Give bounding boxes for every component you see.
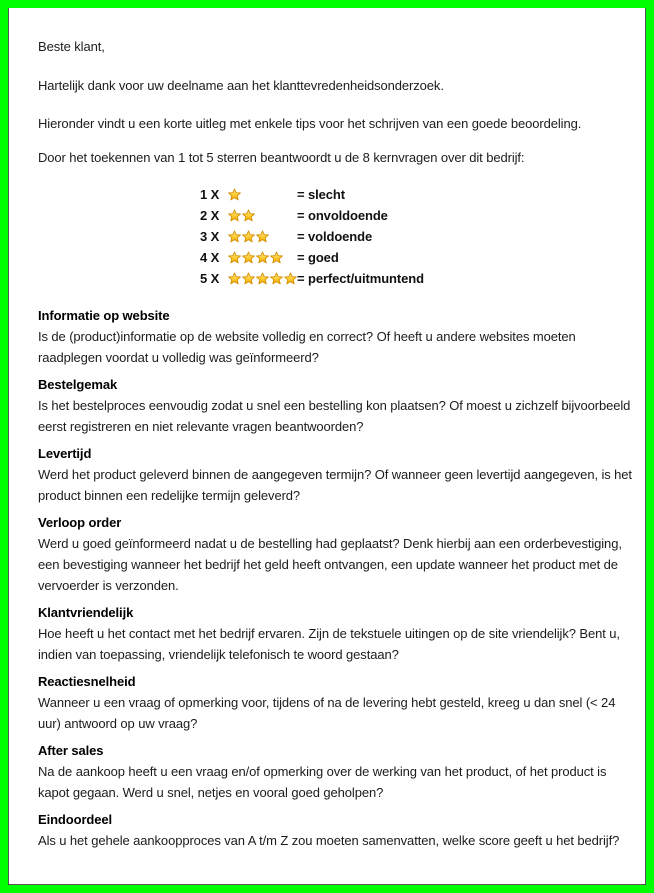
star-icon (228, 209, 241, 222)
salutation: Beste klant, (38, 39, 105, 54)
star-meaning-label: = onvoldoende (297, 208, 388, 223)
star-icons-group (228, 230, 297, 243)
survey-question-section (38, 443, 635, 506)
section-body: Als u het gehele aankoopproces van A t/m Z zou moeten samenvatten, welke score geeft u het bedrijf? (38, 833, 620, 848)
star-icons-group (228, 251, 297, 264)
survey-question-section (38, 374, 635, 437)
star-legend (200, 184, 635, 289)
star-count-label: 2 X (200, 208, 220, 223)
star-legend-row (200, 184, 635, 205)
star-legend-row (200, 268, 635, 289)
section-body: Is het bestelproces eenvoudig zodat u snel een bestelling kon plaatsen? Of moest u zichzelf bijvoorbeeld eerst registreren en niet relevante vragen beantwoorden? (38, 398, 631, 434)
section-body: Hoe heeft u het contact met het bedrijf ervaren. Zijn de tekstuele uitingen op de site vriendelijk? Bent u, indien van toepassing, vriendelijk telefonisch te woord gestaan? (38, 626, 620, 662)
star-icon (242, 230, 255, 243)
star-icon (256, 230, 269, 243)
star-icon (228, 188, 241, 201)
star-count-label: 3 X (200, 229, 220, 244)
star-meaning-label: = voldoende (297, 229, 373, 244)
section-heading: After sales (38, 743, 104, 758)
star-icons-group (228, 209, 297, 222)
star-icon (256, 251, 269, 264)
section-body: Werd u goed geïnformeerd nadat u de bestelling had geplaatst? Denk hierbij aan een orderbevestiging, een bevestiging wanneer het bedrijf het geld heeft ontvangen, een update wanneer het product met de vervoerder is verzonden. (38, 536, 622, 593)
section-heading: Verloop order (38, 515, 122, 530)
star-count-label: 1 X (200, 187, 220, 202)
star-icon (228, 230, 241, 243)
star-icon (270, 251, 283, 264)
survey-question-section (38, 305, 635, 368)
star-count-label: 4 X (200, 250, 220, 265)
section-heading: Reactiesnelheid (38, 674, 136, 689)
section-body: Wanneer u een vraag of opmerking voor, tijdens of na de levering hebt gesteld, kreeg u dan snel (< 24 uur) antwoord op uw vraag? (38, 695, 616, 731)
section-heading: Bestelgemak (38, 377, 118, 392)
star-icon (228, 272, 241, 285)
star-icon (228, 251, 241, 264)
survey-question-section (38, 809, 635, 851)
star-icon (256, 272, 269, 285)
survey-question-section (38, 602, 635, 665)
star-icon (242, 251, 255, 264)
thanks-paragraph: Hartelijk dank voor uw deelname aan het klanttevredenheidsonderzoek. (38, 78, 444, 93)
star-meaning-label: = goed (297, 250, 339, 265)
survey-question-section (38, 740, 635, 803)
star-meaning-label: = slecht (297, 187, 345, 202)
star-icon (242, 272, 255, 285)
section-body: Na de aankoop heeft u een vraag en/of opmerking over de werking van het product, of het product is kapot gegaan. Werd u snel, netjes en vooral goed geholpen? (38, 764, 607, 800)
star-legend-row (200, 226, 635, 247)
star-icons-group (228, 272, 297, 285)
section-heading: Eindoordeel (38, 812, 113, 827)
star-count-label: 5 X (200, 271, 220, 286)
stars-explainer-paragraph: Door het toekennen van 1 tot 5 sterren beantwoordt u de 8 kernvragen over dit bedrijf: (38, 150, 525, 165)
section-heading: Informatie op website (38, 308, 170, 323)
star-legend-row (200, 247, 635, 268)
star-legend-row (200, 205, 635, 226)
section-body: Is de (product)informatie op de website volledig en correct? Of heeft u andere websites moeten raadplegen voordat u volledig was geïnformeerd? (38, 329, 576, 365)
section-heading: Klantvriendelijk (38, 605, 134, 620)
survey-question-section (38, 512, 635, 596)
star-icon (270, 272, 283, 285)
section-body: Werd het product geleverd binnen de aangegeven termijn? Of wanneer geen levertijd aangegeven, is het product binnen een redelijke termijn geleverd? (38, 467, 632, 503)
section-heading: Levertijd (38, 446, 92, 461)
intro-paragraph: Hieronder vindt u een korte uitleg met enkele tips voor het schrijven van een goede beoordeling. (38, 116, 582, 131)
star-icon (284, 272, 297, 285)
star-icons-group (228, 188, 297, 201)
star-icon (242, 209, 255, 222)
survey-sections (38, 305, 635, 851)
star-meaning-label: = perfect/uitmuntend (297, 271, 424, 286)
survey-question-section (38, 671, 635, 734)
